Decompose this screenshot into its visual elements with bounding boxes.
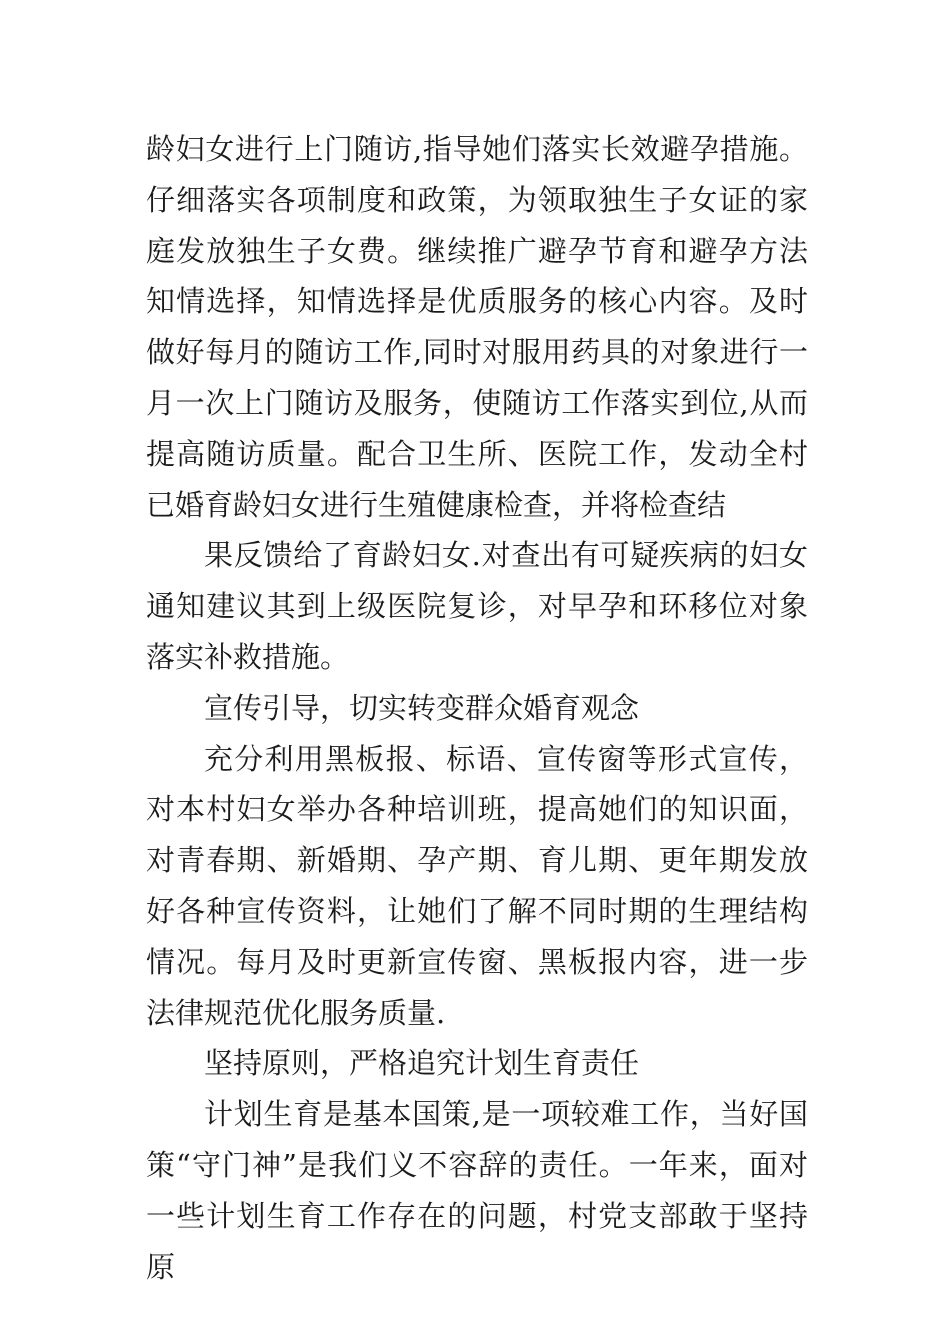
paragraph-principles: 计划生育是基本国策,是一项较难工作，当好国策“守门神”是我们义不容辞的责任。一年来，面对一些计划生育工作存在的问题，村党支部敢于坚持原 xyxy=(146,1097,808,1284)
section-heading-principles: 坚持原则，严格追究计划生育责任 xyxy=(204,1046,640,1081)
paragraph-feedback: 果反馈给了育龄妇女.对查出有可疑疾病的妇女通知建议其到上级医院复诊，对早孕和环移位对象落实补救措施。 xyxy=(146,538,808,674)
document-body xyxy=(146,124,808,1292)
paragraph-visit-followup: 龄妇女进行上门随访,指导她们落实长效避孕措施。仔细落实各项制度和政策，为领取独生子女证的家庭发放独生子女费。继续推广避孕节育和避孕方法知情选择，知情选择是优质服务的核心内容。及时做好每月的随访工作,同时对服用药具的对象进行一月一次上门随访及服务，使随访工作落实到位,从而提高随访质量。配合卫生所、医院工作，发动全村已婚育龄妇女进行生殖健康检查，并将检查结 xyxy=(146,132,808,522)
section-heading-publicity: 宣传引导，切实转变群众婚育观念 xyxy=(204,690,640,725)
paragraph-publicity: 充分利用黑板报、标语、宣传窗等形式宣传，对本村妇女举办各种培训班，提高她们的知识面，对青春期、新婚期、孕产期、育儿期、更年期发放好各种宣传资料，让她们了解不同时期的生理结构情况。每月及时更新宣传窗、黑板报内容，进一步法律规范优化服务质量. xyxy=(146,741,808,1030)
